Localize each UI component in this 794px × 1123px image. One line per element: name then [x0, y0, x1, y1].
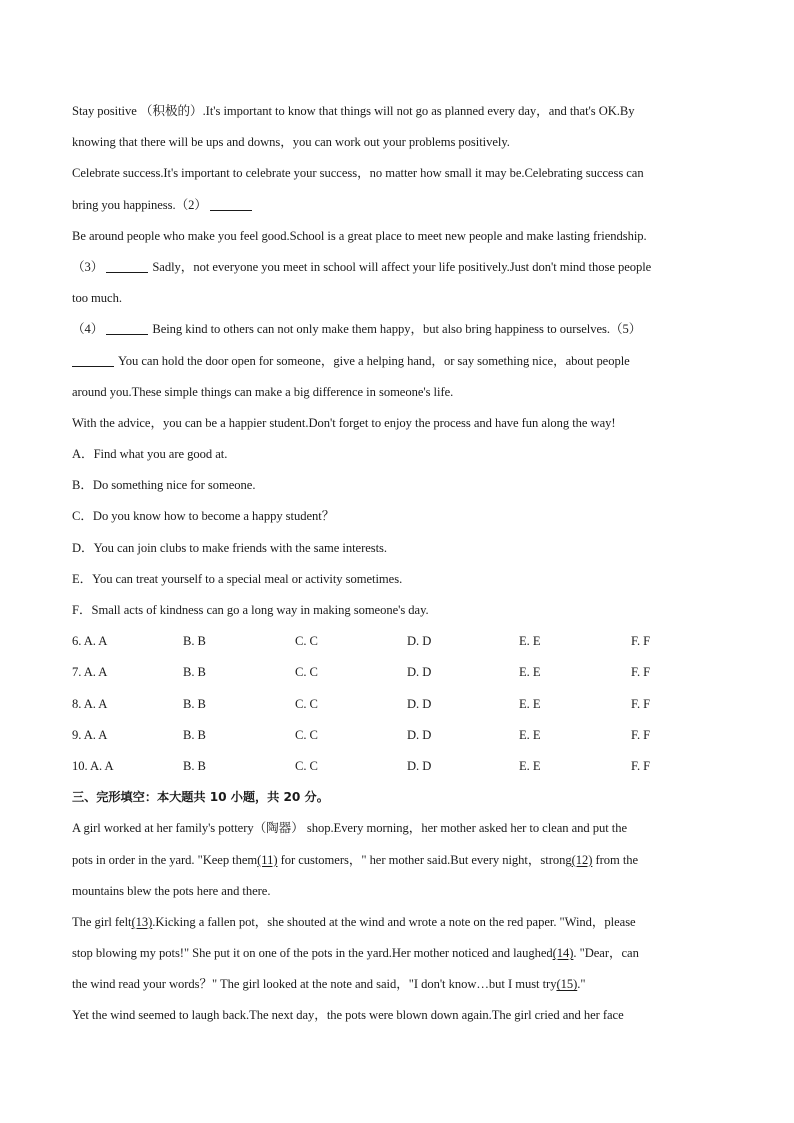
passage-text: pots in order in the yard. "Keep them — [72, 852, 258, 867]
choice-b[interactable]: B. B — [183, 696, 206, 711]
answer-row-10 — [72, 751, 722, 782]
passage-line — [72, 907, 722, 938]
blank-13[interactable]: (13) — [131, 914, 153, 929]
passage-text: . "Dear，can — [573, 946, 639, 961]
choice-c[interactable]: C. C — [295, 696, 318, 711]
answer-row-9 — [72, 720, 722, 751]
choice-a[interactable]: 8. A. A — [72, 696, 108, 711]
choice-f[interactable]: F. F — [631, 634, 651, 649]
passage-line: knowing that there will be ups and downs，you can work out your problems positively. — [72, 135, 510, 150]
passage-line — [72, 252, 722, 283]
section-heading: 三、完形填空：本大题共 10 小题，共 20 分。 — [72, 790, 329, 805]
choice-c[interactable]: C. C — [295, 727, 318, 742]
option-a: A．Find what you are good at. — [72, 447, 228, 462]
choice-d[interactable]: D. D — [407, 727, 432, 742]
choice-a[interactable]: 7. A. A — [72, 665, 108, 680]
passage-line: Celebrate success.It's important to celebrate your success，no matter how small it may be.Celebrating success can — [72, 166, 644, 181]
choice-e[interactable]: E. E — [519, 727, 541, 742]
answer-blank-5[interactable] — [72, 352, 114, 367]
choice-c[interactable]: C. C — [295, 665, 318, 680]
passage-line: With the advice，you can be a happier student.Don't forget to enjoy the process and have fun along the way! — [72, 415, 616, 430]
choice-f[interactable]: F. F — [631, 727, 651, 742]
answer-row-8 — [72, 689, 722, 720]
choice-b[interactable]: B. B — [183, 665, 206, 680]
choice-a[interactable]: 10. A. A — [72, 758, 114, 773]
passage-text: stop blowing my pots!" She put it on one of the pots in the yard.Her mother noticed and laughed — [72, 946, 553, 961]
passage-line: Yet the wind seemed to laugh back.The next day，the pots were blown down again.The girl cried and her face — [72, 1008, 624, 1023]
document-page — [72, 96, 722, 1032]
choice-d[interactable]: D. D — [407, 665, 432, 680]
passage-text: the wind read your words？" The girl looked at the note and said，"I don't know…but I must try — [72, 977, 557, 992]
passage-line: mountains blew the pots here and there. — [72, 883, 271, 898]
blank-12[interactable]: (12) — [571, 852, 593, 867]
passage-line — [72, 845, 722, 876]
answer-blank-2[interactable] — [210, 196, 252, 211]
choice-f[interactable]: F. F — [631, 696, 651, 711]
choice-d[interactable]: D. D — [407, 758, 432, 773]
choice-b[interactable]: B. B — [183, 758, 206, 773]
choice-e[interactable]: E. E — [519, 758, 541, 773]
choice-a[interactable]: 6. A. A — [72, 634, 108, 649]
option-b: B．Do something nice for someone. — [72, 478, 256, 493]
choice-e[interactable]: E. E — [519, 665, 541, 680]
option-d: D．You can join clubs to make friends with the same interests. — [72, 540, 388, 555]
choice-d[interactable]: D. D — [407, 634, 432, 649]
passage-line — [72, 938, 722, 969]
passage-line: Be around people who make you feel good.School is a great place to meet new people and make lasting friendship. — [72, 228, 647, 243]
answer-blank-4[interactable] — [106, 320, 148, 335]
choice-b[interactable]: B. B — [183, 634, 206, 649]
blank-14[interactable]: (14) — [552, 946, 574, 961]
option-c: C．Do you know how to become a happy student？ — [72, 509, 335, 524]
passage-line: Stay positive （积极的）.It's important to know that things will not go as planned every day，and that's OK.By — [72, 104, 635, 118]
passage-text: for customers，" her mother said.But every night，strong — [277, 852, 572, 867]
blank-15[interactable]: (15) — [556, 977, 578, 992]
passage-text: .Kicking a fallen pot，she shouted at the wind and wrote a note on the red paper. "Wind，please — [152, 914, 636, 929]
passage-line: too much. — [72, 291, 122, 306]
blank-number: （3） — [72, 259, 104, 274]
answer-blank-3[interactable] — [106, 258, 148, 273]
choice-b[interactable]: B. B — [183, 727, 206, 742]
choice-a[interactable]: 9. A. A — [72, 727, 108, 742]
passage-line — [72, 969, 722, 1000]
passage-line: A girl worked at her family's pottery（陶器） shop.Every morning，her mother asked her to clean and put the — [72, 821, 628, 836]
choice-c[interactable]: C. C — [295, 634, 318, 649]
option-f: F．Small acts of kindness can go a long way in making someone's day. — [72, 603, 429, 617]
passage-text: Sadly，not everyone you meet in school will affect your life positively.Just don't mind those people — [152, 259, 652, 274]
passage-line — [72, 190, 722, 221]
choice-c[interactable]: C. C — [295, 758, 318, 773]
passage-text: bring you happiness.（2） — [72, 197, 207, 212]
choice-f[interactable]: F. F — [631, 758, 651, 773]
passage-text: ." — [577, 977, 586, 992]
passage-text: from the — [592, 852, 639, 867]
passage-text: The girl felt — [72, 914, 132, 929]
passage-line — [72, 314, 722, 345]
passage-line: around you.These simple things can make a big difference in someone's life. — [72, 384, 454, 399]
answer-row-7 — [72, 657, 722, 688]
answer-row-6 — [72, 626, 722, 657]
choice-e[interactable]: E. E — [519, 696, 541, 711]
choice-f[interactable]: F. F — [631, 665, 651, 680]
choice-d[interactable]: D. D — [407, 696, 432, 711]
passage-line — [72, 346, 722, 377]
passage-text: Being kind to others can not only make them happy，but also bring happiness to ourselves.（5） — [152, 322, 642, 337]
blank-number: （4） — [72, 322, 104, 337]
blank-11[interactable]: (11) — [257, 852, 278, 867]
passage-text: You can hold the door open for someone，give a helping hand，or say something nice，about people — [118, 353, 630, 368]
option-e: E．You can treat yourself to a special meal or activity sometimes. — [72, 571, 403, 586]
choice-e[interactable]: E. E — [519, 634, 541, 649]
